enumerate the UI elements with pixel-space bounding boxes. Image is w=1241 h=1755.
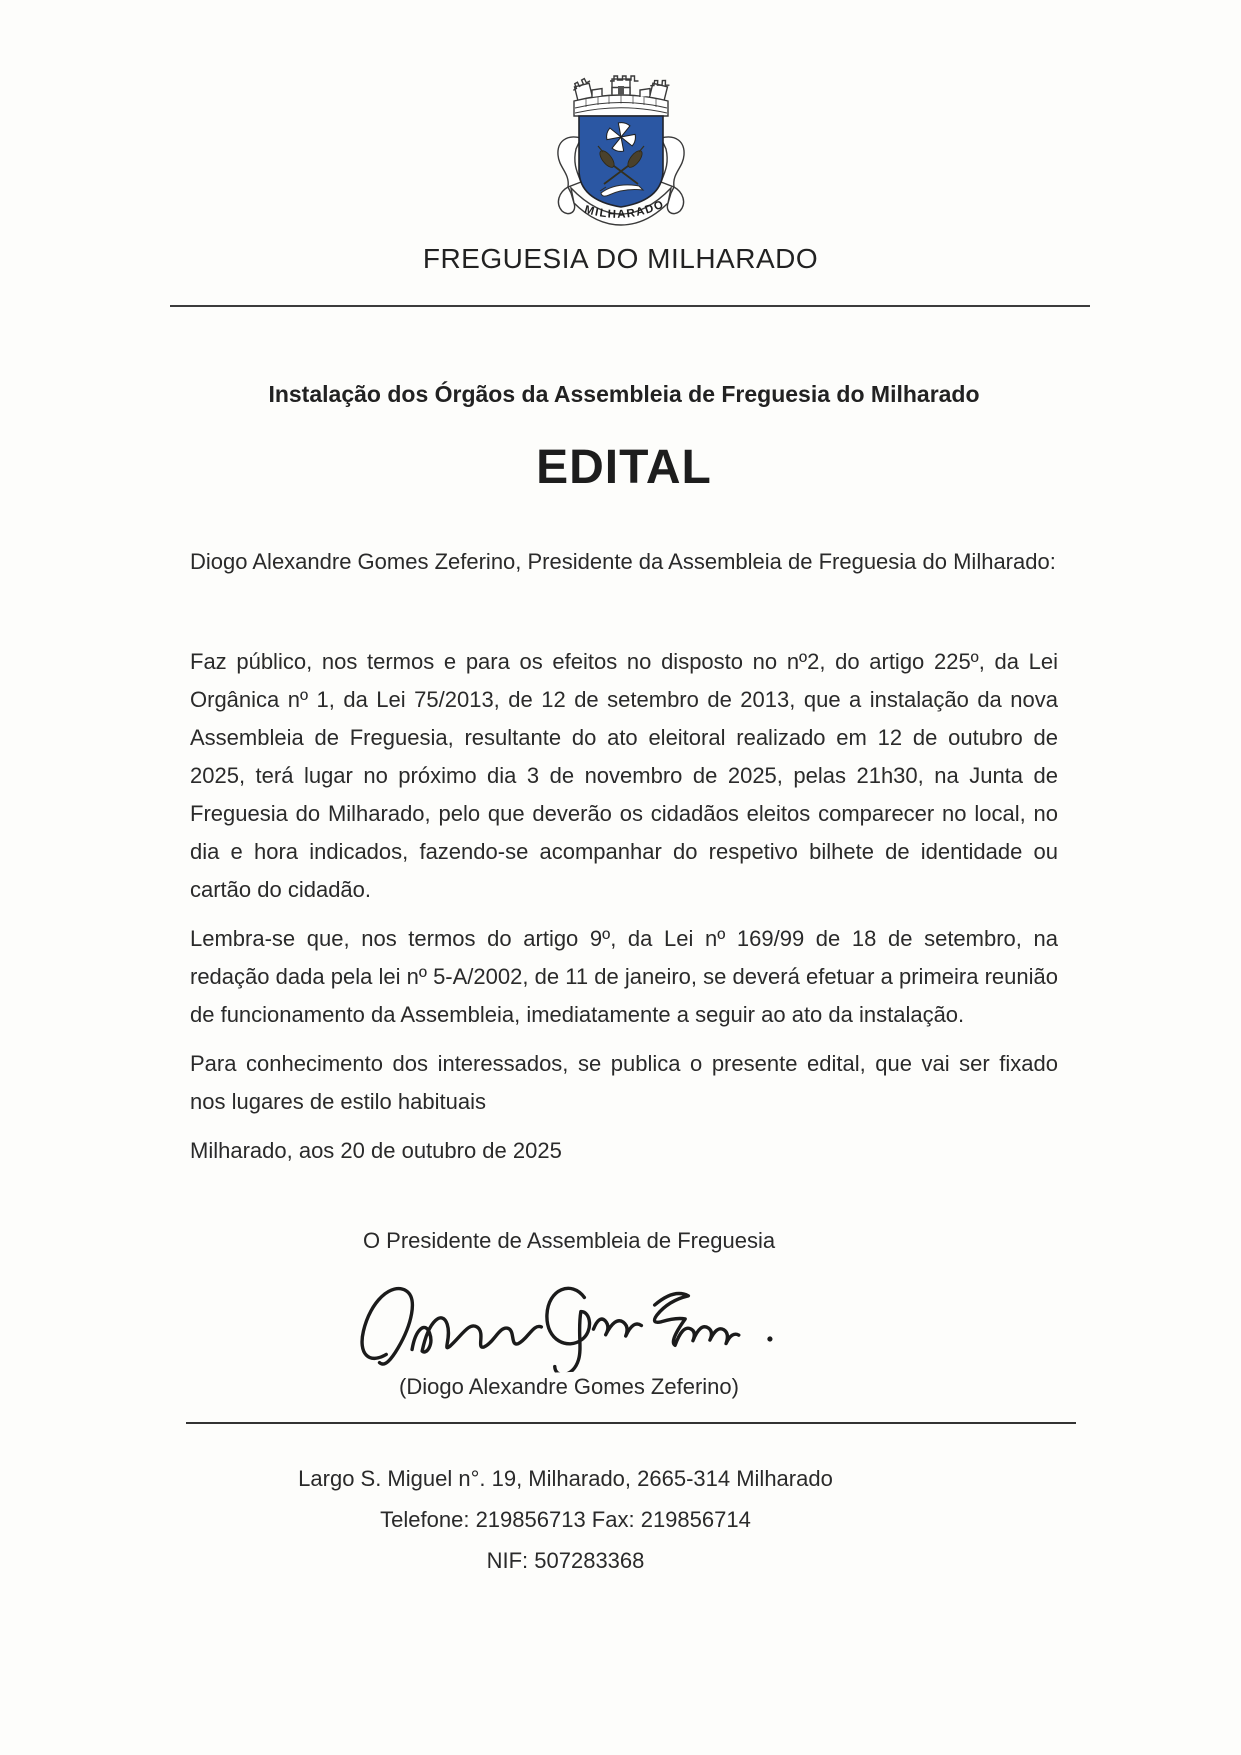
signature-block (190, 1228, 1058, 1400)
place-date-line: Milharado, aos 20 de outubro de 2025 (190, 1138, 562, 1163)
document-title: EDITAL (536, 441, 712, 494)
organization-name: FREGUESIA DO MILHARADO (422, 243, 819, 274)
footer (0, 1458, 1241, 1581)
mural-crown (571, 76, 670, 116)
footer-nif: NIF: 507283368 (486, 1548, 645, 1573)
document-body (190, 543, 1058, 1170)
printed-signatory-name: (Diogo Alexandre Gomes Zeferino) (399, 1374, 739, 1399)
header-divider (170, 305, 1090, 307)
footer-phone-fax: Telefone: 219856713 Fax: 219856714 (380, 1507, 751, 1532)
milharado-coat-of-arms-icon (546, 74, 696, 229)
signatory-role: O Presidente de Assembleia de Freguesia (362, 1228, 776, 1253)
footer-address: Largo S. Miguel n°. 19, Milharado, 2665-314 Milharado (298, 1466, 833, 1491)
footer-divider (186, 1422, 1076, 1424)
body-paragraph-2: Lembra-se que, nos termos do artigo 9º, da Lei nº 169/99 de 18 de setembro, na redação dada pela lei nº 5-A/2002, de 11 de janeiro, se deverá efetuar a primeira reunião de funcionamento da Assembleia, imediatamente a seguir ao ato da instalação. (190, 926, 1058, 1027)
handwritten-signature (347, 1252, 791, 1379)
body-paragraph-1: Faz público, nos termos e para os efeitos no disposto no nº2, do artigo 225º, da Lei Orgânica nº 1, da Lei 75/2013, de 12 de setembro de 2013, que a instalação da nova Assembleia de Freguesia, resultante do ato eleitoral realizado em 12 de outubro de 2025, terá lugar no próximo dia 3 de novembro de 2025, pelas 21h30, na Junta de Freguesia do Milharado, pelo que deverão os cidadãos eleitos comparecer no local, no dia e hora indicados, fazendo-se acompanhar do respetivo bilhete de identidade ou cartão do cidadão. (190, 649, 1058, 902)
crest-container (0, 0, 1241, 229)
intro-paragraph: Diogo Alexandre Gomes Zeferino, Presidente da Assembleia de Freguesia do Milharado: (190, 549, 1056, 574)
body-paragraph-3: Para conhecimento dos interessados, se publica o presente edital, que vai ser fixado nos lugares de estilo habituais (190, 1051, 1058, 1114)
document-subject: Instalação dos Órgãos da Assembleia de Freguesia do Milharado (268, 381, 980, 407)
crest-motto: MILHARADO (582, 198, 667, 221)
